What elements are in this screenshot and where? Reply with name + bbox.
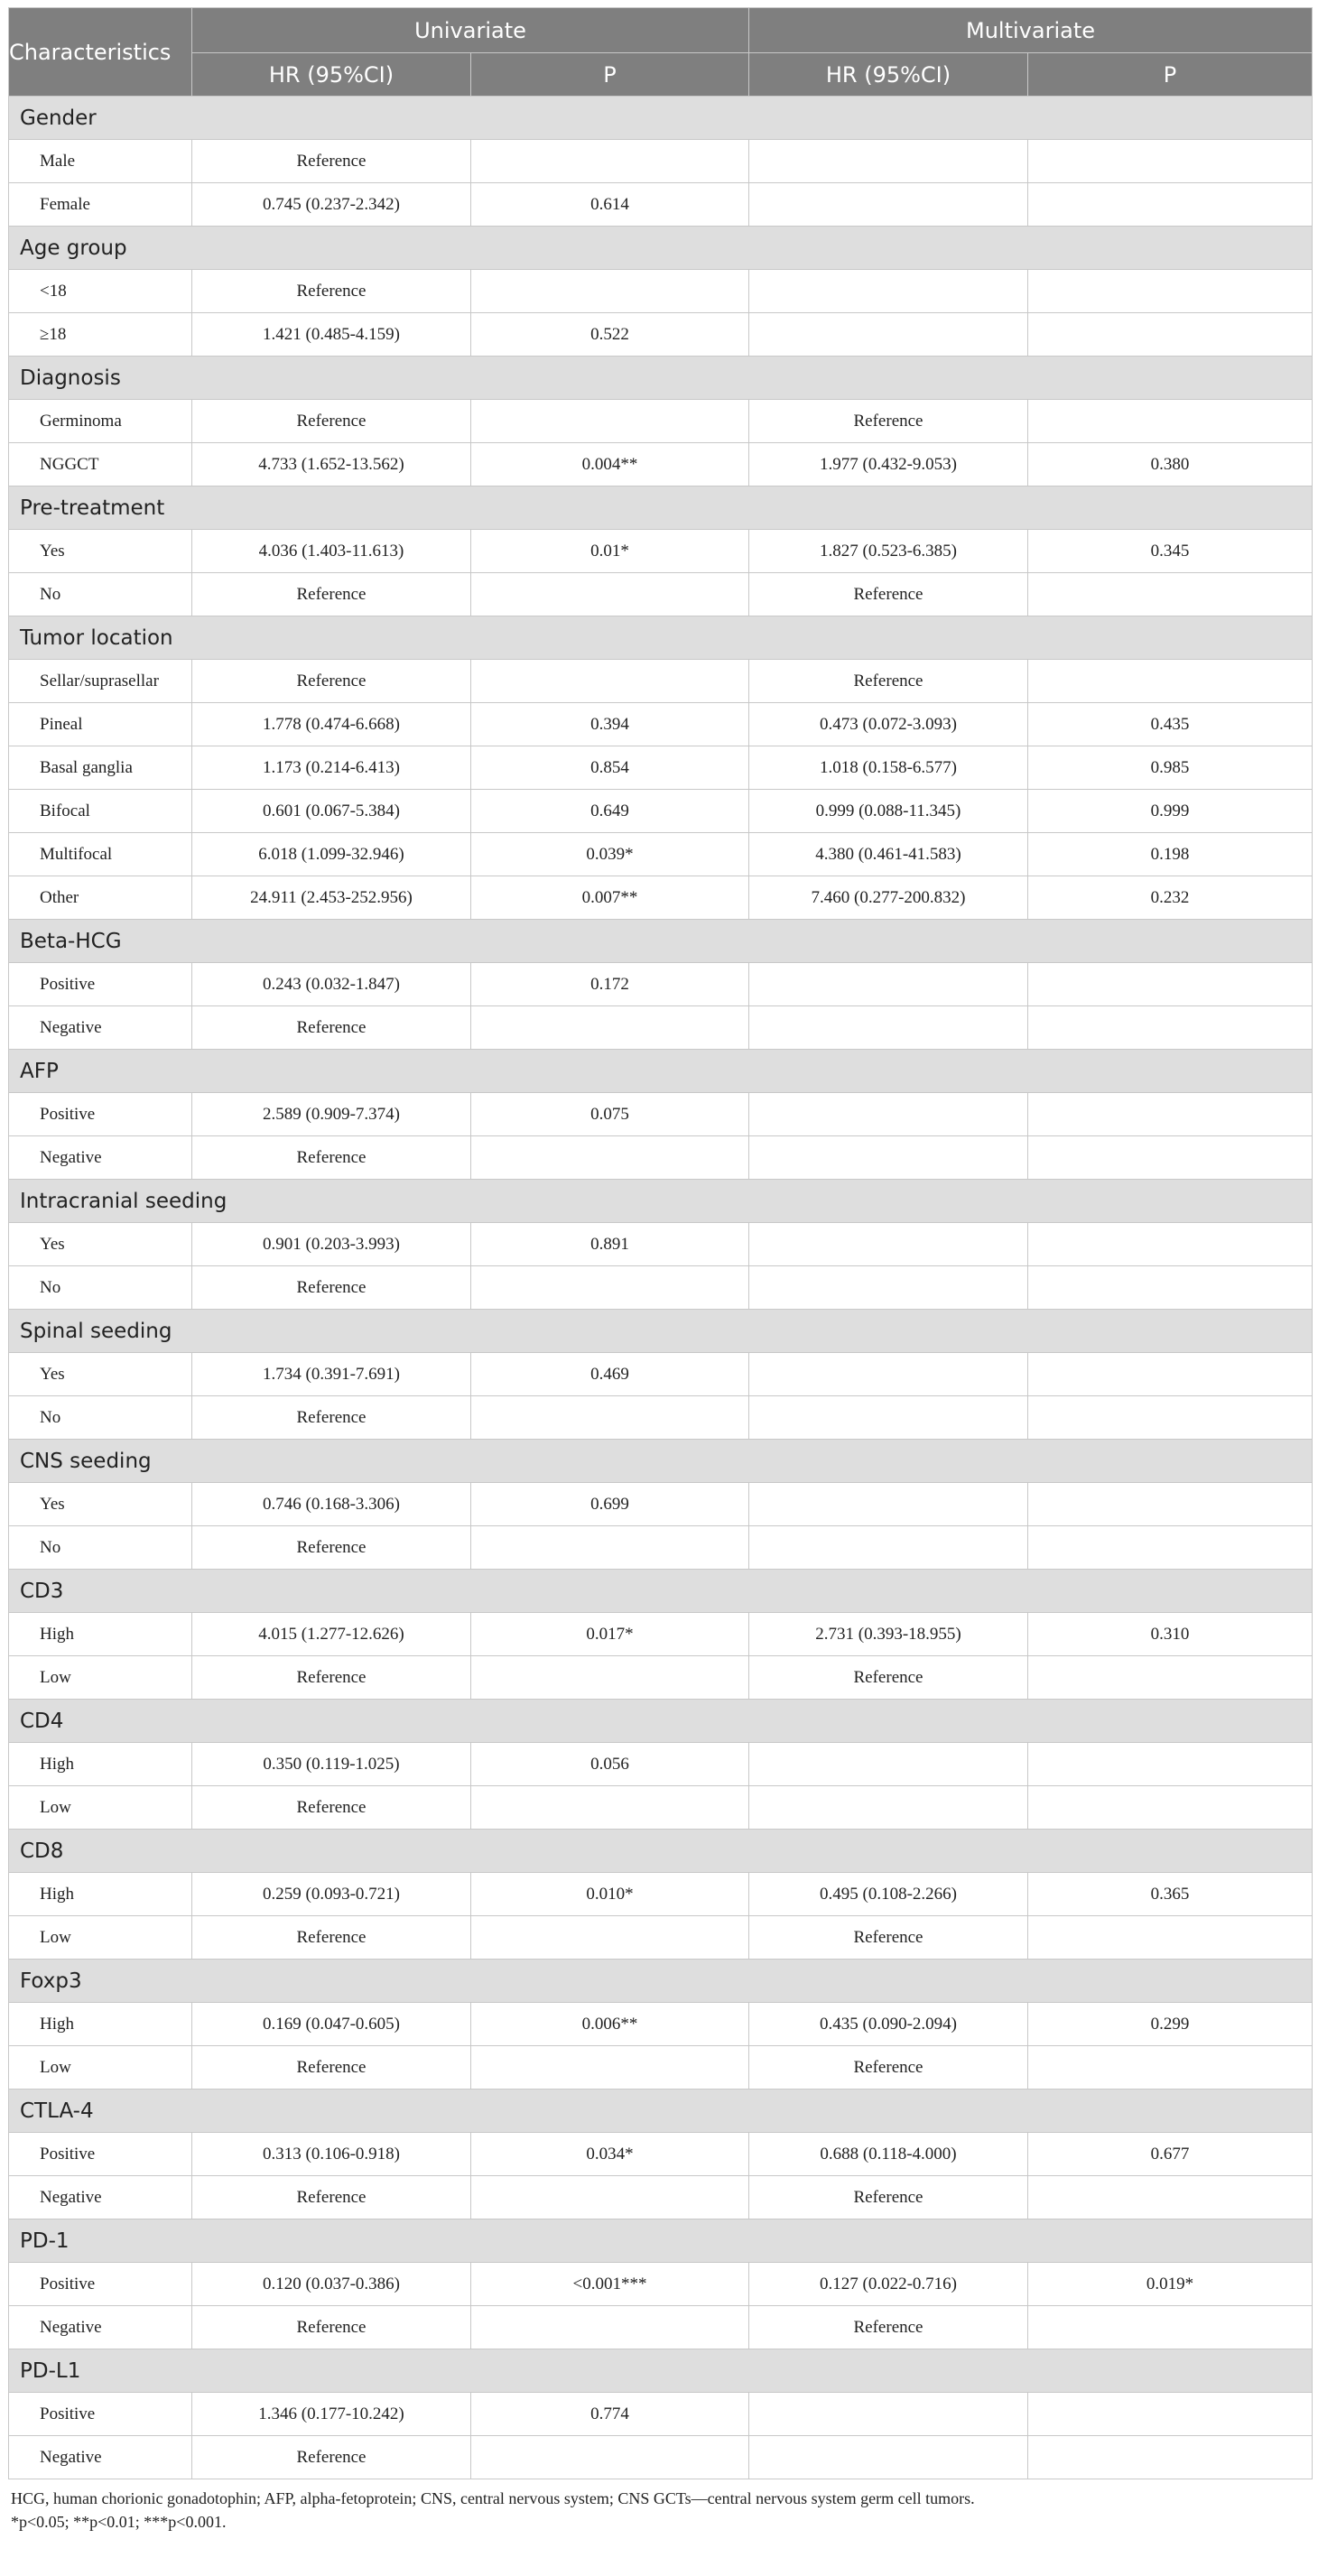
multivariate-hr-cell: Reference bbox=[749, 660, 1028, 703]
multivariate-p-cell bbox=[1028, 313, 1313, 357]
multivariate-hr-cell: 0.435 (0.090-2.094) bbox=[749, 2003, 1028, 2046]
group-label: Age group bbox=[9, 227, 1313, 270]
row-label-cell: Low bbox=[9, 1916, 192, 1960]
univariate-p-cell bbox=[471, 1526, 749, 1570]
multivariate-hr-cell: Reference bbox=[749, 573, 1028, 616]
univariate-p-cell bbox=[471, 573, 749, 616]
univariate-p-cell: <0.001*** bbox=[471, 2263, 749, 2306]
univariate-hr-cell: 2.589 (0.909-7.374) bbox=[192, 1093, 471, 1136]
multivariate-p-cell bbox=[1028, 1786, 1313, 1830]
multivariate-p-cell bbox=[1028, 1483, 1313, 1526]
group-label: Intracranial seeding bbox=[9, 1180, 1313, 1223]
table-row bbox=[9, 1353, 1313, 1396]
table-row bbox=[9, 963, 1313, 1006]
multivariate-p-cell bbox=[1028, 1223, 1313, 1266]
group-row bbox=[9, 486, 1313, 530]
univariate-p-cell: 0.469 bbox=[471, 1353, 749, 1396]
table-row bbox=[9, 573, 1313, 616]
multivariate-hr-cell: Reference bbox=[749, 1656, 1028, 1700]
row-label-cell: Low bbox=[9, 1656, 192, 1700]
multivariate-p-cell bbox=[1028, 1743, 1313, 1786]
regression-table-container bbox=[8, 7, 1312, 2534]
univariate-hr-cell: 24.911 (2.453-252.956) bbox=[192, 876, 471, 920]
multivariate-p-cell bbox=[1028, 1526, 1313, 1570]
multivariate-p-cell: 0.677 bbox=[1028, 2133, 1313, 2176]
univariate-hr-cell: 1.346 (0.177-10.242) bbox=[192, 2393, 471, 2436]
row-label-cell: Low bbox=[9, 1786, 192, 1830]
multivariate-p-cell bbox=[1028, 140, 1313, 183]
table-row bbox=[9, 1786, 1313, 1830]
group-label: Foxp3 bbox=[9, 1960, 1313, 2003]
univariate-hr-cell: 0.746 (0.168-3.306) bbox=[192, 1483, 471, 1526]
multivariate-p-cell: 0.019* bbox=[1028, 2263, 1313, 2306]
group-label: CNS seeding bbox=[9, 1440, 1313, 1483]
row-label-cell: Positive bbox=[9, 1093, 192, 1136]
multivariate-p-cell bbox=[1028, 660, 1313, 703]
row-label-cell: <18 bbox=[9, 270, 192, 313]
row-label-cell: Yes bbox=[9, 530, 192, 573]
multivariate-hr-cell bbox=[749, 1006, 1028, 1050]
multivariate-hr-cell: 0.495 (0.108-2.266) bbox=[749, 1873, 1028, 1916]
multivariate-p-cell bbox=[1028, 1396, 1313, 1440]
univariate-p-cell bbox=[471, 1266, 749, 1310]
group-row bbox=[9, 227, 1313, 270]
multivariate-p-cell: 0.198 bbox=[1028, 833, 1313, 876]
multivariate-hr-cell: 1.018 (0.158-6.577) bbox=[749, 746, 1028, 790]
multivariate-hr-cell bbox=[749, 1266, 1028, 1310]
group-label: CD8 bbox=[9, 1830, 1313, 1873]
univariate-p-cell: 0.394 bbox=[471, 703, 749, 746]
multivariate-hr-cell: 7.460 (0.277-200.832) bbox=[749, 876, 1028, 920]
univariate-hr-cell: Reference bbox=[192, 400, 471, 443]
table-row bbox=[9, 2133, 1313, 2176]
multivariate-hr-cell bbox=[749, 140, 1028, 183]
table-row bbox=[9, 876, 1313, 920]
group-row bbox=[9, 1700, 1313, 1743]
row-label-cell: Negative bbox=[9, 1006, 192, 1050]
row-label-cell: Basal ganglia bbox=[9, 746, 192, 790]
group-label: AFP bbox=[9, 1050, 1313, 1093]
row-label-cell: High bbox=[9, 1873, 192, 1916]
group-label: Beta-HCG bbox=[9, 920, 1313, 963]
multivariate-p-header: P bbox=[1028, 53, 1313, 97]
univariate-hr-cell: 1.734 (0.391-7.691) bbox=[192, 1353, 471, 1396]
group-row bbox=[9, 357, 1313, 400]
group-row bbox=[9, 1830, 1313, 1873]
multivariate-hr-cell bbox=[749, 1483, 1028, 1526]
multivariate-p-cell bbox=[1028, 2306, 1313, 2349]
multivariate-p-cell bbox=[1028, 1093, 1313, 1136]
univariate-hr-cell: 1.778 (0.474-6.668) bbox=[192, 703, 471, 746]
multivariate-hr-cell: Reference bbox=[749, 400, 1028, 443]
row-label-cell: Sellar/suprasellar bbox=[9, 660, 192, 703]
table-row bbox=[9, 2436, 1313, 2479]
group-row bbox=[9, 1180, 1313, 1223]
multivariate-hr-cell: 0.688 (0.118-4.000) bbox=[749, 2133, 1028, 2176]
table-row bbox=[9, 1483, 1313, 1526]
univariate-hr-cell: Reference bbox=[192, 573, 471, 616]
multivariate-hr-cell bbox=[749, 1396, 1028, 1440]
univariate-p-cell bbox=[471, 1396, 749, 1440]
row-label-cell: Negative bbox=[9, 2176, 192, 2219]
table-row bbox=[9, 1873, 1313, 1916]
header-row-1 bbox=[9, 8, 1313, 53]
univariate-hr-cell: Reference bbox=[192, 2176, 471, 2219]
multivariate-p-cell bbox=[1028, 1353, 1313, 1396]
univariate-hr-cell: Reference bbox=[192, 2046, 471, 2090]
univariate-hr-cell: 0.313 (0.106-0.918) bbox=[192, 2133, 471, 2176]
multivariate-hr-cell bbox=[749, 313, 1028, 357]
multivariate-p-cell bbox=[1028, 573, 1313, 616]
row-label-cell: High bbox=[9, 1743, 192, 1786]
multivariate-hr-cell bbox=[749, 270, 1028, 313]
characteristics-header: Characteristics bbox=[9, 8, 192, 97]
univariate-p-cell: 0.017* bbox=[471, 1613, 749, 1656]
univariate-hr-cell: Reference bbox=[192, 1396, 471, 1440]
univariate-hr-cell: 0.601 (0.067-5.384) bbox=[192, 790, 471, 833]
univariate-p-cell bbox=[471, 1006, 749, 1050]
multivariate-hr-cell bbox=[749, 1223, 1028, 1266]
univariate-p-header: P bbox=[471, 53, 749, 97]
table-row bbox=[9, 400, 1313, 443]
multivariate-hr-cell: Reference bbox=[749, 2306, 1028, 2349]
multivariate-hr-cell bbox=[749, 1093, 1028, 1136]
multivariate-hr-cell bbox=[749, 1526, 1028, 1570]
univariate-p-cell: 0.614 bbox=[471, 183, 749, 227]
univariate-hr-cell: Reference bbox=[192, 2436, 471, 2479]
univariate-p-cell bbox=[471, 2176, 749, 2219]
univariate-p-cell bbox=[471, 140, 749, 183]
univariate-hr-cell: Reference bbox=[192, 1136, 471, 1180]
univariate-p-cell: 0.007** bbox=[471, 876, 749, 920]
multivariate-p-cell: 0.365 bbox=[1028, 1873, 1313, 1916]
row-label-cell: Negative bbox=[9, 2306, 192, 2349]
table-footnotes bbox=[8, 2487, 1312, 2534]
table-row bbox=[9, 2003, 1313, 2046]
univariate-p-cell: 0.01* bbox=[471, 530, 749, 573]
univariate-hr-header: HR (95%CI) bbox=[192, 53, 471, 97]
footnote-abbreviations: HCG, human chorionic gonadotophin; AFP, alpha-fetoprotein; CNS, central nervous system; CNS GCTs—central nervous system germ cell tumors. bbox=[11, 2489, 975, 2507]
univariate-hr-cell: 4.733 (1.652-13.562) bbox=[192, 443, 471, 486]
multivariate-hr-cell bbox=[749, 183, 1028, 227]
multivariate-p-cell bbox=[1028, 183, 1313, 227]
row-label-cell: Yes bbox=[9, 1483, 192, 1526]
univariate-p-cell bbox=[471, 1786, 749, 1830]
univariate-hr-cell: Reference bbox=[192, 1916, 471, 1960]
group-label: PD-1 bbox=[9, 2219, 1313, 2263]
group-label: Gender bbox=[9, 97, 1313, 140]
multivariate-header: Multivariate bbox=[749, 8, 1313, 53]
multivariate-hr-cell bbox=[749, 963, 1028, 1006]
row-label-cell: ≥18 bbox=[9, 313, 192, 357]
table-row bbox=[9, 1223, 1313, 1266]
table-row bbox=[9, 660, 1313, 703]
table-row bbox=[9, 1396, 1313, 1440]
univariate-hr-cell: 1.421 (0.485-4.159) bbox=[192, 313, 471, 357]
univariate-hr-cell: Reference bbox=[192, 1656, 471, 1700]
univariate-hr-cell: 4.015 (1.277-12.626) bbox=[192, 1613, 471, 1656]
table-row bbox=[9, 270, 1313, 313]
group-row bbox=[9, 1960, 1313, 2003]
row-label-cell: NGGCT bbox=[9, 443, 192, 486]
table-body bbox=[9, 97, 1313, 2479]
row-label-cell: Negative bbox=[9, 2436, 192, 2479]
row-label-cell: Positive bbox=[9, 2393, 192, 2436]
univariate-hr-cell: 0.350 (0.119-1.025) bbox=[192, 1743, 471, 1786]
table-row bbox=[9, 443, 1313, 486]
univariate-hr-cell: 6.018 (1.099-32.946) bbox=[192, 833, 471, 876]
group-row bbox=[9, 920, 1313, 963]
table-row bbox=[9, 1916, 1313, 1960]
univariate-p-cell: 0.039* bbox=[471, 833, 749, 876]
univariate-p-cell: 0.004** bbox=[471, 443, 749, 486]
univariate-p-cell bbox=[471, 2436, 749, 2479]
univariate-hr-cell: 0.901 (0.203-3.993) bbox=[192, 1223, 471, 1266]
group-label: Pre-treatment bbox=[9, 486, 1313, 530]
multivariate-p-cell bbox=[1028, 2393, 1313, 2436]
univariate-hr-cell: Reference bbox=[192, 1266, 471, 1310]
table-row bbox=[9, 1526, 1313, 1570]
multivariate-hr-cell: 4.380 (0.461-41.583) bbox=[749, 833, 1028, 876]
group-row bbox=[9, 97, 1313, 140]
footnote-significance: *p<0.05; **p<0.01; ***p<0.001. bbox=[11, 2513, 227, 2531]
multivariate-p-cell: 0.232 bbox=[1028, 876, 1313, 920]
table-row bbox=[9, 1613, 1313, 1656]
row-label-cell: Female bbox=[9, 183, 192, 227]
multivariate-hr-header: HR (95%CI) bbox=[749, 53, 1028, 97]
row-label-cell: Male bbox=[9, 140, 192, 183]
row-label-cell: No bbox=[9, 1526, 192, 1570]
multivariate-p-cell: 0.999 bbox=[1028, 790, 1313, 833]
table-row bbox=[9, 1656, 1313, 1700]
univariate-p-cell bbox=[471, 270, 749, 313]
group-label: CD4 bbox=[9, 1700, 1313, 1743]
row-label-cell: No bbox=[9, 1266, 192, 1310]
multivariate-hr-cell: 1.827 (0.523-6.385) bbox=[749, 530, 1028, 573]
table-row bbox=[9, 2306, 1313, 2349]
multivariate-hr-cell bbox=[749, 2436, 1028, 2479]
multivariate-p-cell bbox=[1028, 1656, 1313, 1700]
multivariate-hr-cell bbox=[749, 1786, 1028, 1830]
table-header bbox=[9, 8, 1313, 97]
row-label-cell: High bbox=[9, 2003, 192, 2046]
table-row bbox=[9, 1743, 1313, 1786]
univariate-hr-cell: Reference bbox=[192, 140, 471, 183]
multivariate-hr-cell: 2.731 (0.393-18.955) bbox=[749, 1613, 1028, 1656]
univariate-hr-cell: 1.173 (0.214-6.413) bbox=[192, 746, 471, 790]
group-row bbox=[9, 2349, 1313, 2393]
group-row bbox=[9, 616, 1313, 660]
univariate-p-cell bbox=[471, 2046, 749, 2090]
multivariate-p-cell: 0.310 bbox=[1028, 1613, 1313, 1656]
univariate-p-cell: 0.649 bbox=[471, 790, 749, 833]
regression-table bbox=[8, 7, 1313, 2479]
multivariate-p-cell: 0.345 bbox=[1028, 530, 1313, 573]
group-label: CD3 bbox=[9, 1570, 1313, 1613]
group-label: Spinal seeding bbox=[9, 1310, 1313, 1353]
multivariate-hr-cell bbox=[749, 1353, 1028, 1396]
univariate-hr-cell: 0.745 (0.237-2.342) bbox=[192, 183, 471, 227]
table-row bbox=[9, 313, 1313, 357]
row-label-cell: Negative bbox=[9, 1136, 192, 1180]
table-row bbox=[9, 833, 1313, 876]
table-row bbox=[9, 2176, 1313, 2219]
multivariate-p-cell bbox=[1028, 1136, 1313, 1180]
row-label-cell: Yes bbox=[9, 1223, 192, 1266]
univariate-p-cell: 0.056 bbox=[471, 1743, 749, 1786]
row-label-cell: Bifocal bbox=[9, 790, 192, 833]
row-label-cell: Low bbox=[9, 2046, 192, 2090]
multivariate-hr-cell: 1.977 (0.432-9.053) bbox=[749, 443, 1028, 486]
row-label-cell: Positive bbox=[9, 2263, 192, 2306]
row-label-cell: Germinoma bbox=[9, 400, 192, 443]
group-row bbox=[9, 1570, 1313, 1613]
group-label: CTLA-4 bbox=[9, 2090, 1313, 2133]
row-label-cell: High bbox=[9, 1613, 192, 1656]
multivariate-hr-cell: 0.473 (0.072-3.093) bbox=[749, 703, 1028, 746]
header-row-2 bbox=[9, 53, 1313, 97]
univariate-hr-cell: Reference bbox=[192, 270, 471, 313]
row-label-cell: No bbox=[9, 1396, 192, 1440]
multivariate-p-cell: 0.985 bbox=[1028, 746, 1313, 790]
group-row bbox=[9, 1440, 1313, 1483]
multivariate-hr-cell bbox=[749, 1136, 1028, 1180]
group-label: Diagnosis bbox=[9, 357, 1313, 400]
univariate-p-cell bbox=[471, 1136, 749, 1180]
row-label-cell: Pineal bbox=[9, 703, 192, 746]
univariate-hr-cell: 0.120 (0.037-0.386) bbox=[192, 2263, 471, 2306]
row-label-cell: Positive bbox=[9, 2133, 192, 2176]
univariate-hr-cell: 0.243 (0.032-1.847) bbox=[192, 963, 471, 1006]
univariate-p-cell: 0.006** bbox=[471, 2003, 749, 2046]
univariate-p-cell bbox=[471, 1916, 749, 1960]
table-row bbox=[9, 1266, 1313, 1310]
group-row bbox=[9, 2219, 1313, 2263]
univariate-p-cell: 0.522 bbox=[471, 313, 749, 357]
group-label: PD-L1 bbox=[9, 2349, 1313, 2393]
row-label-cell: Multifocal bbox=[9, 833, 192, 876]
row-label-cell: No bbox=[9, 573, 192, 616]
multivariate-p-cell bbox=[1028, 2436, 1313, 2479]
row-label-cell: Other bbox=[9, 876, 192, 920]
row-label-cell: Yes bbox=[9, 1353, 192, 1396]
multivariate-p-cell bbox=[1028, 400, 1313, 443]
multivariate-p-cell: 0.380 bbox=[1028, 443, 1313, 486]
univariate-hr-cell: 4.036 (1.403-11.613) bbox=[192, 530, 471, 573]
univariate-p-cell bbox=[471, 1656, 749, 1700]
multivariate-p-cell bbox=[1028, 2176, 1313, 2219]
multivariate-p-cell bbox=[1028, 270, 1313, 313]
table-row bbox=[9, 2046, 1313, 2090]
multivariate-hr-cell: 0.127 (0.022-0.716) bbox=[749, 2263, 1028, 2306]
group-label: Tumor location bbox=[9, 616, 1313, 660]
multivariate-hr-cell: Reference bbox=[749, 1916, 1028, 1960]
group-row bbox=[9, 1310, 1313, 1353]
univariate-p-cell: 0.891 bbox=[471, 1223, 749, 1266]
univariate-p-cell: 0.075 bbox=[471, 1093, 749, 1136]
univariate-p-cell: 0.010* bbox=[471, 1873, 749, 1916]
univariate-p-cell bbox=[471, 400, 749, 443]
multivariate-hr-cell bbox=[749, 1743, 1028, 1786]
table-row bbox=[9, 1093, 1313, 1136]
table-row bbox=[9, 790, 1313, 833]
table-row bbox=[9, 746, 1313, 790]
multivariate-p-cell bbox=[1028, 2046, 1313, 2090]
multivariate-p-cell: 0.299 bbox=[1028, 2003, 1313, 2046]
group-row bbox=[9, 2090, 1313, 2133]
table-row bbox=[9, 2263, 1313, 2306]
table-row bbox=[9, 140, 1313, 183]
multivariate-hr-cell: 0.999 (0.088-11.345) bbox=[749, 790, 1028, 833]
univariate-p-cell: 0.854 bbox=[471, 746, 749, 790]
univariate-hr-cell: Reference bbox=[192, 660, 471, 703]
univariate-p-cell bbox=[471, 660, 749, 703]
multivariate-p-cell: 0.435 bbox=[1028, 703, 1313, 746]
group-row bbox=[9, 1050, 1313, 1093]
univariate-hr-cell: Reference bbox=[192, 1006, 471, 1050]
multivariate-p-cell bbox=[1028, 963, 1313, 1006]
univariate-hr-cell: Reference bbox=[192, 1526, 471, 1570]
multivariate-p-cell bbox=[1028, 1266, 1313, 1310]
table-row bbox=[9, 530, 1313, 573]
univariate-hr-cell: 0.259 (0.093-0.721) bbox=[192, 1873, 471, 1916]
univariate-header: Univariate bbox=[192, 8, 749, 53]
univariate-hr-cell: Reference bbox=[192, 2306, 471, 2349]
multivariate-hr-cell bbox=[749, 2393, 1028, 2436]
table-row bbox=[9, 703, 1313, 746]
row-label-cell: Positive bbox=[9, 963, 192, 1006]
univariate-hr-cell: 0.169 (0.047-0.605) bbox=[192, 2003, 471, 2046]
multivariate-hr-cell: Reference bbox=[749, 2176, 1028, 2219]
univariate-p-cell: 0.699 bbox=[471, 1483, 749, 1526]
univariate-p-cell: 0.034* bbox=[471, 2133, 749, 2176]
univariate-p-cell: 0.172 bbox=[471, 963, 749, 1006]
univariate-hr-cell: Reference bbox=[192, 1786, 471, 1830]
table-row bbox=[9, 1006, 1313, 1050]
univariate-p-cell: 0.774 bbox=[471, 2393, 749, 2436]
univariate-p-cell bbox=[471, 2306, 749, 2349]
multivariate-p-cell bbox=[1028, 1916, 1313, 1960]
multivariate-p-cell bbox=[1028, 1006, 1313, 1050]
table-row bbox=[9, 183, 1313, 227]
multivariate-hr-cell: Reference bbox=[749, 2046, 1028, 2090]
table-row bbox=[9, 1136, 1313, 1180]
table-row bbox=[9, 2393, 1313, 2436]
